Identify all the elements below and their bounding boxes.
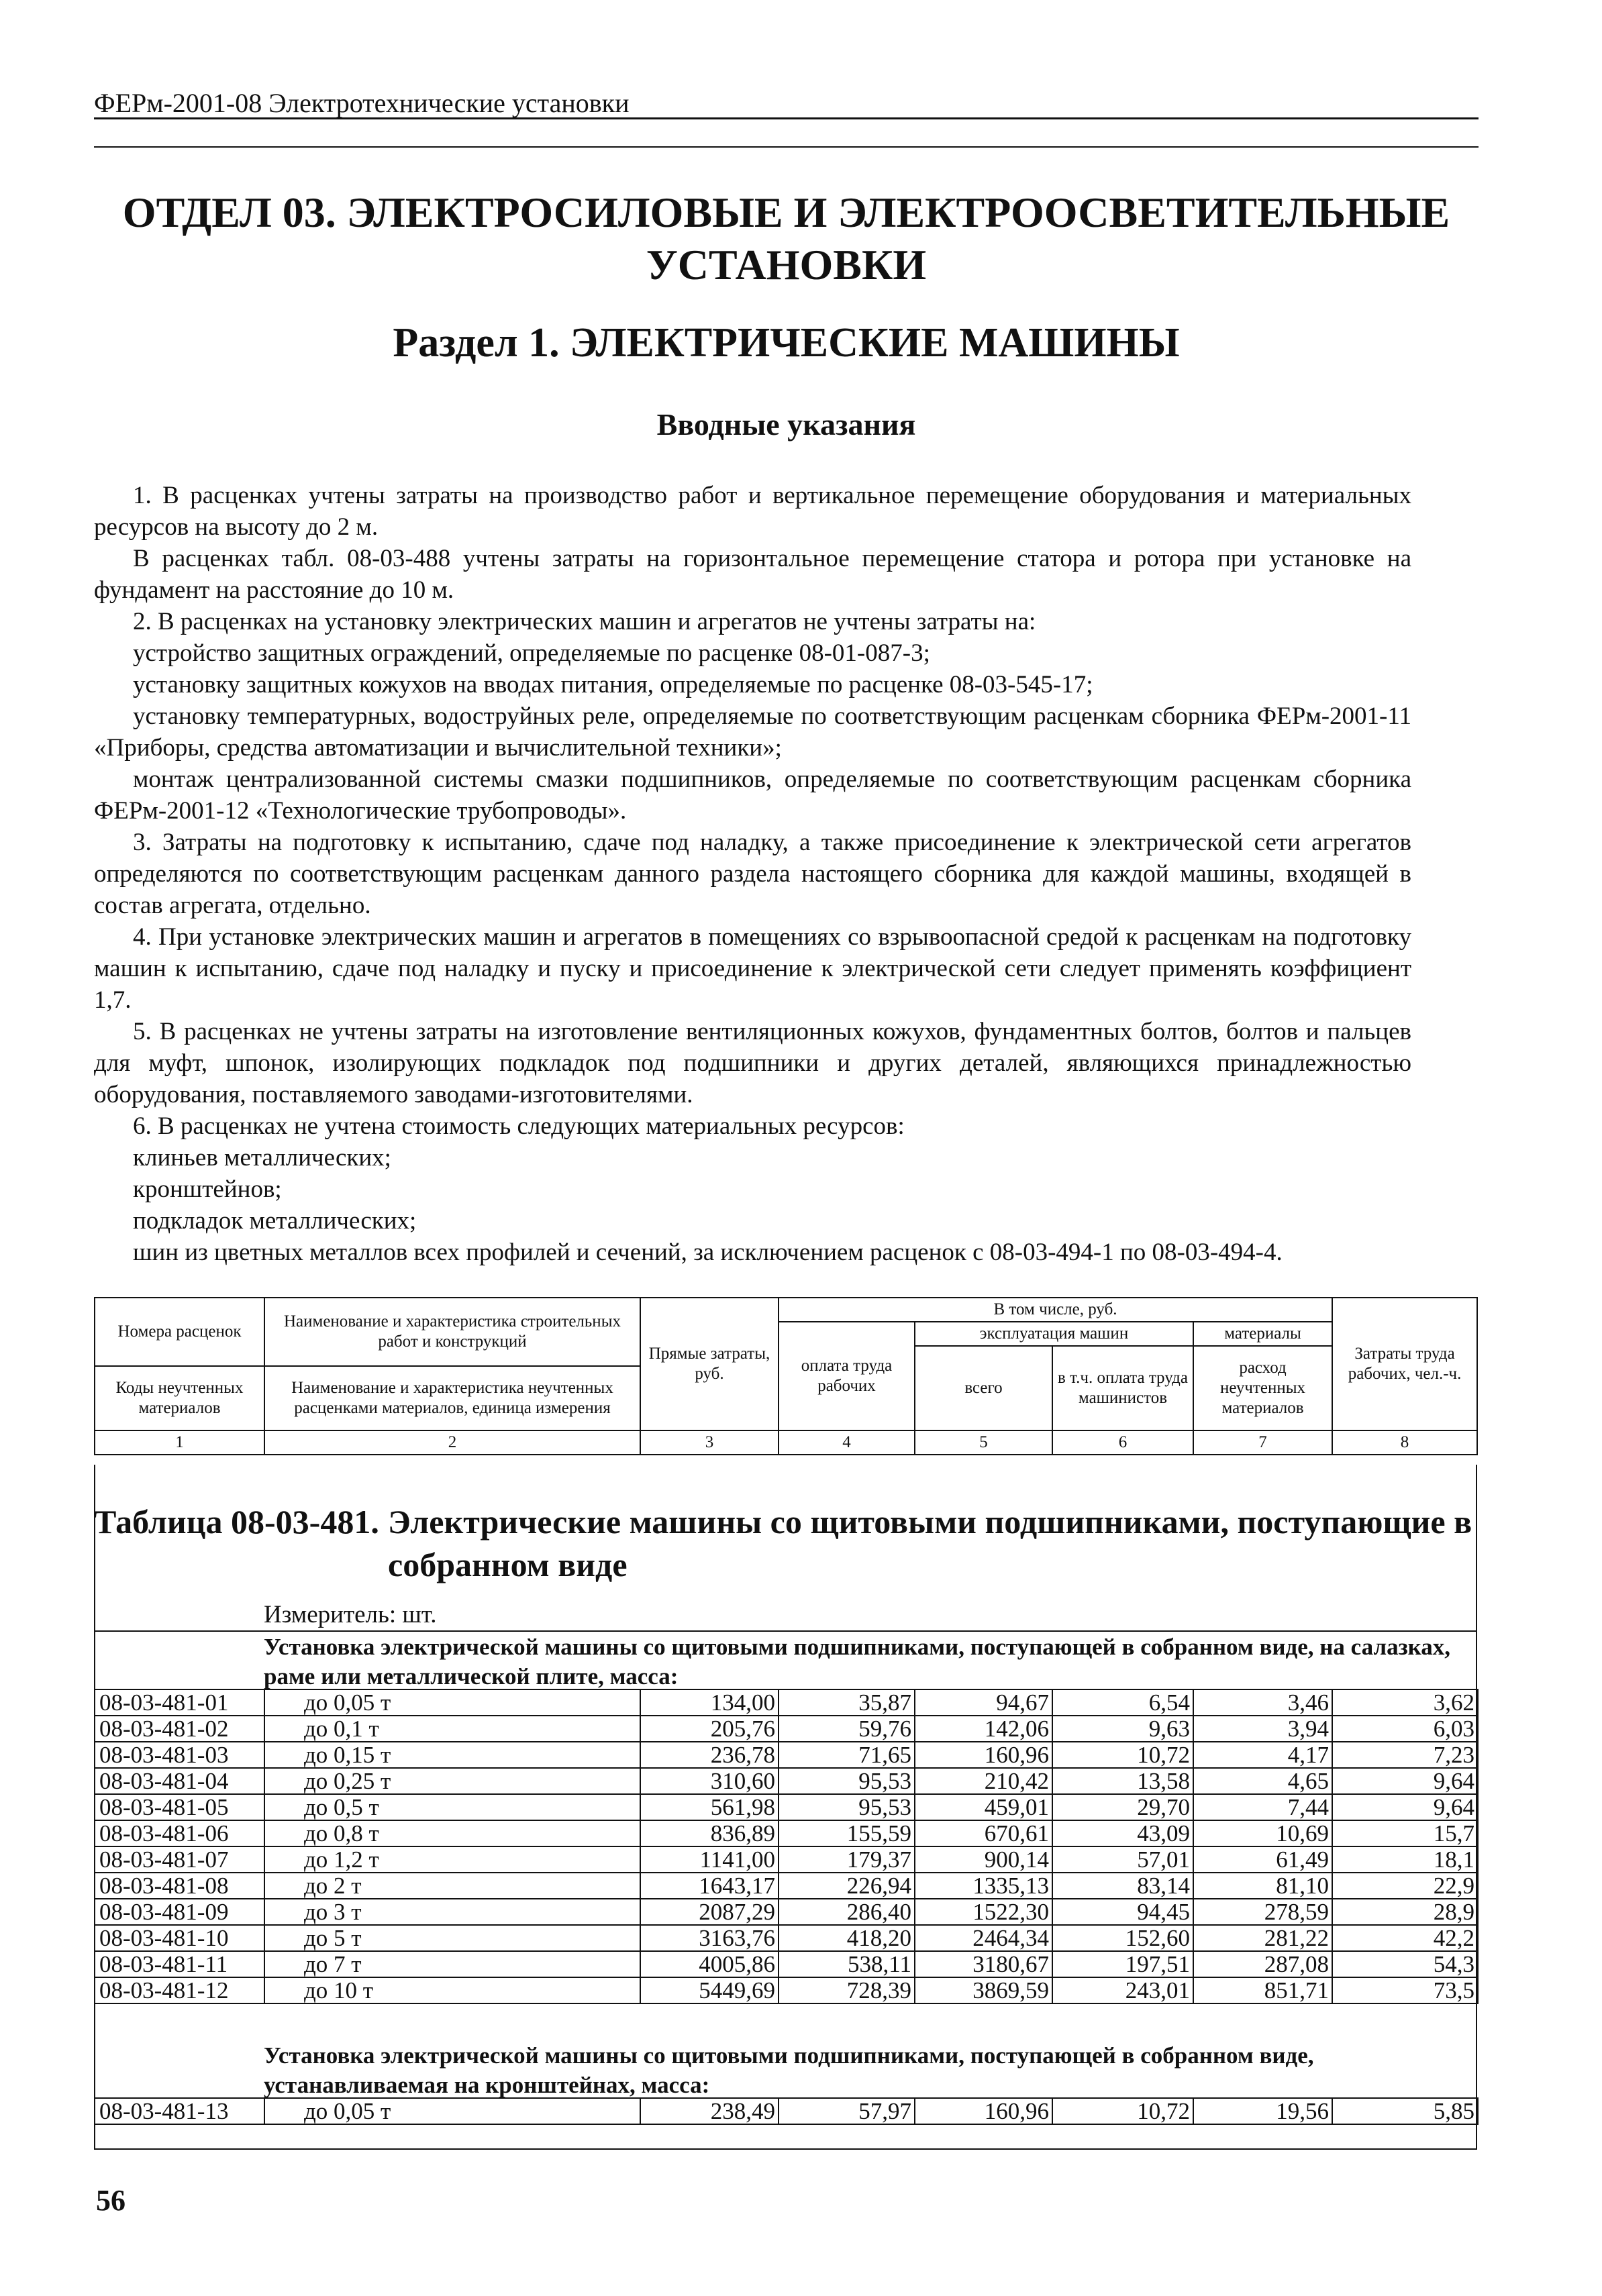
intro-paragraph: устройство защитных ограждений, определяемые по расценке 08-01-087-3; [133,639,930,667]
value-cell: 459,01 [915,1794,1052,1820]
value-cell: 19,56 [1193,2098,1332,2124]
intro-paragraph: монтаж централизованной системы смазки подшипников, определяемые по соответствующим расценкам сборника ФЕРм-2001-12 «Технологические трубопроводы». [94,766,1411,825]
mass-cell: до 2 т [264,1873,640,1899]
header-number: 5 [915,1430,1052,1455]
value-cell: 4,65 [1193,1768,1332,1794]
rate-code-cell: 08-03-481-04 [95,1768,264,1794]
header-number: 2 [264,1430,640,1455]
value-cell: 836,89 [640,1820,779,1846]
value-cell: 81,10 [1193,1873,1332,1899]
header-unaccounted-codes: Коды неучтенных материалов [95,1366,264,1430]
table-meter: Измеритель: шт. [264,1601,437,1628]
value-cell: 42,2 [1332,1925,1478,1951]
value-cell: 3163,76 [640,1925,779,1951]
value-cell: 142,06 [915,1716,1052,1742]
value-cell: 3869,59 [915,1977,1052,2003]
intro-paragraph: шин из цветных металлов всех профилей и сечений, за исключением расценок с 08-03-494-1 по 08-03-494-4. [133,1239,1283,1266]
column-header-table [94,1297,1478,1455]
intro-title: Вводные указания [656,407,916,441]
rate-code-cell: 08-03-481-05 [95,1794,264,1820]
mass-cell: до 0,1 т [264,1716,640,1742]
value-cell: 13,58 [1052,1768,1193,1794]
header-number: 8 [1332,1430,1477,1455]
value-cell: 9,64 [1332,1768,1478,1794]
header-rule [94,117,1479,119]
value-cell: 83,14 [1052,1873,1193,1899]
intro-paragraph: кронштейнов; [133,1176,282,1203]
header-including: В том числе, руб. [779,1298,1332,1322]
rate-code-cell: 08-03-481-12 [95,1977,264,2003]
rate-code-cell: 08-03-481-02 [95,1716,264,1742]
value-cell: 728,39 [779,1977,915,2003]
intro-paragraph: клиньев металлических; [133,1144,391,1171]
value-cell: 2087,29 [640,1899,779,1925]
header-machine-operation: эксплуатация машин [915,1322,1193,1346]
header-work-name: Наименование и характеристика строительных работ и конструкций [264,1298,640,1366]
mass-cell: до 0,15 т [264,1742,640,1768]
value-cell: 152,60 [1052,1925,1193,1951]
value-cell: 15,7 [1332,1820,1478,1846]
intro-paragraph: установку температурных, водоструйных реле, определяемые по соответствующим расценкам сборника ФЕРм-2001-11 «Приборы, средства автоматизации и вычислительной техники»; [94,702,1411,762]
header-unaccounted-consumption: расход неучтенных материалов [1193,1346,1332,1430]
value-cell: 5449,69 [640,1977,779,2003]
value-cell: 1522,30 [915,1899,1052,1925]
header-number: 7 [1193,1430,1332,1455]
header-number: 6 [1052,1430,1193,1455]
mass-cell: до 0,8 т [264,1820,640,1846]
table-title-text: Электрические машины со щитовыми подшипниками, поступающие в собранном виде [388,1503,1472,1583]
rate-code-cell: 08-03-481-08 [95,1873,264,1899]
value-cell: 155,59 [779,1820,915,1846]
table-row [95,1846,1478,1873]
value-cell: 1643,17 [640,1873,779,1899]
intro-paragraph: 3. Затраты на подготовку к испытанию, сдаче под наладку, а также присоединение к электрической сети агрегатов определяются по соответствующим расценкам данного раздела настоящего сборника для каждой машины, входящей в состав агрегата, отдельно. [94,829,1411,919]
value-cell: 59,76 [779,1716,915,1742]
table-row [95,1742,1478,1768]
value-cell: 3,94 [1193,1716,1332,1742]
mass-cell: до 1,2 т [264,1846,640,1873]
value-cell: 35,87 [779,1689,915,1716]
value-cell: 561,98 [640,1794,779,1820]
table-row [95,1873,1478,1899]
value-cell: 851,71 [1193,1977,1332,2003]
value-cell: 134,00 [640,1689,779,1716]
mass-cell: до 0,5 т [264,1794,640,1820]
value-cell: 57,97 [779,2098,915,2124]
table-label: Таблица 08-03-481. [94,1503,379,1541]
department-title: ОТДЕЛ 03. ЭЛЕКТРОСИЛОВЫЕ И ЭЛЕКТРООСВЕТИТЕЛЬНЫЕ УСТАНОВКИ [122,189,1450,289]
intro-paragraph: 2. В расценках на установку электрических машин и агрегатов не учтены затраты на: [133,608,1036,635]
group-title: Установка электрической машины со щитовыми подшипниками, поступающей в собранном виде, устанавливаемая на кронштейнах, масса: [264,2042,1314,2098]
intro-paragraph: 1. В расценках учтены затраты на производство работ и вертикальное перемещение оборудования и материальных ресурсов на высоту до 2 м. [94,482,1411,541]
intro-paragraph: 5. В расценках не учтены затраты на изготовление вентиляционных кожухов, фундаментных болтов, болтов и пальцев для муфт, шпонок, изолирующих подкладок под подшипники и других деталей, являющихся принадлежностью оборудования, поставляемого заводами-изготовителями. [94,1018,1411,1108]
table-row [95,1899,1478,1925]
mass-cell: до 3 т [264,1899,640,1925]
rate-code-cell: 08-03-481-10 [95,1925,264,1951]
header-unaccounted-name: Наименование и характеристика неучтенных расценками материалов, единица измерения [264,1366,640,1430]
header-number: 3 [640,1430,779,1455]
value-cell: 95,53 [779,1794,915,1820]
value-cell: 236,78 [640,1742,779,1768]
rate-code-cell: 08-03-481-07 [95,1846,264,1873]
value-cell: 22,9 [1332,1873,1478,1899]
value-cell: 43,09 [1052,1820,1193,1846]
mass-cell: до 5 т [264,1925,640,1951]
value-cell: 10,72 [1052,1742,1193,1768]
value-cell: 3180,67 [915,1951,1052,1977]
rate-code-cell: 08-03-481-01 [95,1689,264,1716]
value-cell: 238,49 [640,2098,779,2124]
rate-code-cell: 08-03-481-03 [95,1742,264,1768]
rates-table-group-1 [94,1689,1479,2004]
rate-code-cell: 08-03-481-09 [95,1899,264,1925]
header-operator-pay: в т.ч. оплата труда машинистов [1052,1346,1193,1430]
rate-code-cell: 08-03-481-13 [95,2098,264,2124]
value-cell: 2464,34 [915,1925,1052,1951]
rate-code-cell: 08-03-481-06 [95,1820,264,1846]
value-cell: 54,3 [1332,1951,1478,1977]
value-cell: 3,62 [1332,1689,1478,1716]
value-cell: 538,11 [779,1951,915,1977]
value-cell: 243,01 [1052,1977,1193,2003]
value-cell: 160,96 [915,2098,1052,2124]
value-cell: 57,01 [1052,1846,1193,1873]
header-worker-pay: оплата труда рабочих [779,1322,915,1430]
value-cell: 3,46 [1193,1689,1332,1716]
table-row [95,2098,1478,2124]
table-row [95,1768,1478,1794]
value-cell: 6,54 [1052,1689,1193,1716]
table-row [95,1925,1478,1951]
intro-paragraph: 4. При установке электрических машин и агрегатов в помещениях со взрывоопасной средой к расценкам на подготовку машин к испытанию, сдаче под наладку и пуску и присоединение к электрической сети следует применять коэффициент 1,7. [94,923,1411,1014]
value-cell: 160,96 [915,1742,1052,1768]
page-number: 56 [96,2184,126,2217]
value-cell: 61,49 [1193,1846,1332,1873]
value-cell: 18,1 [1332,1846,1478,1873]
value-cell: 4005,86 [640,1951,779,1977]
value-cell: 6,03 [1332,1716,1478,1742]
table-row [95,1820,1478,1846]
group-title: Установка электрической машины со щитовыми подшипниками, поступающей в собранном виде, на салазках, раме или металлической плите, масса: [264,1634,1451,1689]
value-cell: 9,64 [1332,1794,1478,1820]
value-cell: 286,40 [779,1899,915,1925]
value-cell: 29,70 [1052,1794,1193,1820]
value-cell: 95,53 [779,1768,915,1794]
value-cell: 205,76 [640,1716,779,1742]
value-cell: 418,20 [779,1925,915,1951]
value-cell: 7,23 [1332,1742,1478,1768]
value-cell: 1335,13 [915,1873,1052,1899]
mass-cell: до 0,05 т [264,1689,640,1716]
intro-paragraph: 6. В расценках не учтена стоимость следующих материальных ресурсов: [133,1112,905,1140]
intro-paragraph: подкладок металлических; [133,1207,417,1235]
table-row [95,1716,1478,1742]
value-cell: 210,42 [915,1768,1052,1794]
header-materials: материалы [1193,1322,1332,1346]
mass-cell: до 0,05 т [264,2098,640,2124]
value-cell: 5,85 [1332,2098,1478,2124]
value-cell: 179,37 [779,1846,915,1873]
rate-code-cell: 08-03-481-11 [95,1951,264,1977]
value-cell: 287,08 [1193,1951,1332,1977]
value-cell: 900,14 [915,1846,1052,1873]
header-number: 1 [95,1430,264,1455]
mass-cell: до 0,25 т [264,1768,640,1794]
value-cell: 71,65 [779,1742,915,1768]
value-cell: 310,60 [640,1768,779,1794]
value-cell: 10,72 [1052,2098,1193,2124]
value-cell: 28,9 [1332,1899,1478,1925]
value-cell: 226,94 [779,1873,915,1899]
value-cell: 670,61 [915,1820,1052,1846]
header-total: всего [915,1346,1052,1430]
intro-body [94,480,1411,1268]
value-cell: 7,44 [1193,1794,1332,1820]
value-cell: 4,17 [1193,1742,1332,1768]
header-labor-costs: Затраты труда рабочих, чел.-ч. [1332,1298,1477,1430]
value-cell: 278,59 [1193,1899,1332,1925]
table-row [95,1977,1478,2003]
meter-rule [94,1630,1476,1632]
header-rate-numbers: Номера расценок [95,1298,264,1366]
header-number: 4 [779,1430,915,1455]
value-cell: 197,51 [1052,1951,1193,1977]
header-direct-costs: Прямые затраты, руб. [640,1298,779,1430]
mass-cell: до 10 т [264,1977,640,2003]
value-cell: 94,67 [915,1689,1052,1716]
mass-cell: до 7 т [264,1951,640,1977]
table-row [95,1951,1478,1977]
value-cell: 94,45 [1052,1899,1193,1925]
value-cell: 73,5 [1332,1977,1478,2003]
table-row [95,1689,1478,1716]
table-row [95,1794,1478,1820]
intro-paragraph: установку защитных кожухов на вводах питания, определяемые по расценке 08-03-545-17; [133,671,1093,698]
value-cell: 1141,00 [640,1846,779,1873]
rates-table-group-2 [94,2097,1479,2125]
value-cell: 9,63 [1052,1716,1193,1742]
value-cell: 10,69 [1193,1820,1332,1846]
intro-paragraph: В расценках табл. 08-03-488 учтены затраты на горизонтальное перемещение статора и ротора при установке на фундамент на расстояние до 10 м. [94,545,1411,604]
header-rule-secondary [94,146,1479,148]
value-cell: 281,22 [1193,1925,1332,1951]
section-title: Раздел 1. ЭЛЕКТРИЧЕСКИЕ МАШИНЫ [393,320,1180,366]
running-header: ФЕРм-2001-08 Электротехнические установки [94,88,630,118]
